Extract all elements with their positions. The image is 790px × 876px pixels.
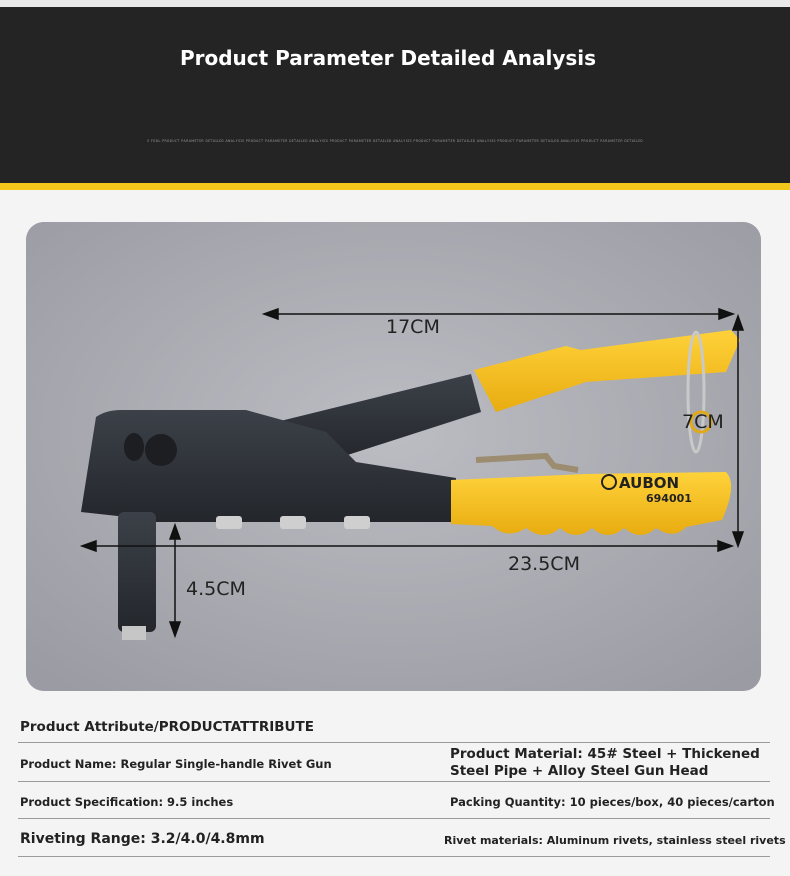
body-hole-small (124, 433, 144, 461)
table-rule-bottom (18, 856, 770, 857)
table-rule-1 (18, 781, 770, 782)
model-number: 694001 (646, 492, 692, 505)
attr-product-name: Product Name: Regular Single-handle Rivet Gun (20, 757, 332, 771)
dimension-total-length: 23.5CM (508, 553, 580, 575)
attr-rivet-materials: Rivet materials: Aluminum rivets, stainless steel rivets (444, 834, 786, 847)
spare-nozzle-2 (280, 516, 306, 529)
header-top-line (0, 0, 790, 7)
nozzle-tip (122, 626, 146, 640)
table-rule-top (18, 742, 770, 743)
rivet-gun-illustration (26, 222, 761, 691)
body-hole-large (145, 434, 177, 466)
table-rule-2 (18, 818, 770, 819)
header-fine-print: ꜱ ꜰᴏᴏʟ ᴘʀᴏᴅᴜᴄᴛ ᴘᴀʀᴀᴍᴇᴛᴇʀ ᴅᴇᴛᴀɪʟᴇᴅ ᴀɴᴀʟʏꜱɪꜱ ᴘʀᴏᴅᴜᴄᴛ ᴘᴀʀᴀᴍᴇᴛᴇʀ ᴅᴇᴛᴀɪʟᴇᴅ ᴀɴᴀʟʏꜱɪꜱ ᴘʀᴏᴅᴜᴄᴛ ᴘᴀʀᴀᴍᴇᴛᴇʀ ᴅᴇᴛᴀɪʟᴇᴅ ᴀɴᴀʟʏꜱɪꜱ ᴘʀᴏᴅᴜᴄᴛ ᴘᴀʀᴀᴍᴇᴛᴇʀ ᴅᴇᴛᴀɪʟᴇᴅ ᴀɴᴀʟʏꜱɪꜱ ᴘʀᴏᴅᴜᴄᴛ ᴘᴀʀᴀᴍᴇᴛᴇʀ ᴅᴇᴛᴀɪʟᴇᴅ ᴀɴᴀʟʏꜱɪꜱ ᴘʀᴏᴅᴜᴄᴛ ᴘᴀʀᴀᴍᴇᴛᴇʀ ᴅᴇᴛᴀɪʟᴇᴅ (147, 138, 643, 143)
brand-logo-icon (601, 474, 617, 490)
attr-product-material: Product Material: 45# Steel + Thickened Steel Pipe + Alloy Steel Gun Head (450, 746, 760, 779)
attr-riveting-range: Riveting Range: 3.2/4.0/4.8mm (20, 831, 265, 847)
spare-nozzle-3 (344, 516, 370, 529)
attributes-title: Product Attribute/PRODUCTATTRIBUTE (20, 719, 314, 735)
brand-logo (601, 474, 679, 492)
dimension-handle-height: 7CM (682, 411, 724, 433)
page-title: Product Parameter Detailed Analysis (179, 46, 597, 70)
page-header (0, 0, 790, 183)
spare-nozzle-1 (216, 516, 242, 529)
dimension-nozzle-height: 4.5CM (186, 578, 246, 600)
brand-name: AUBON (619, 474, 680, 492)
accent-bar (0, 183, 790, 190)
dimension-handle-length: 17CM (386, 316, 440, 338)
product-photo (26, 222, 761, 691)
nozzle (118, 512, 156, 632)
attr-product-specification: Product Specification: 9.5 inches (20, 795, 234, 809)
attr-packing-quantity: Packing Quantity: 10 pieces/box, 40 pieces/carton (450, 795, 775, 809)
